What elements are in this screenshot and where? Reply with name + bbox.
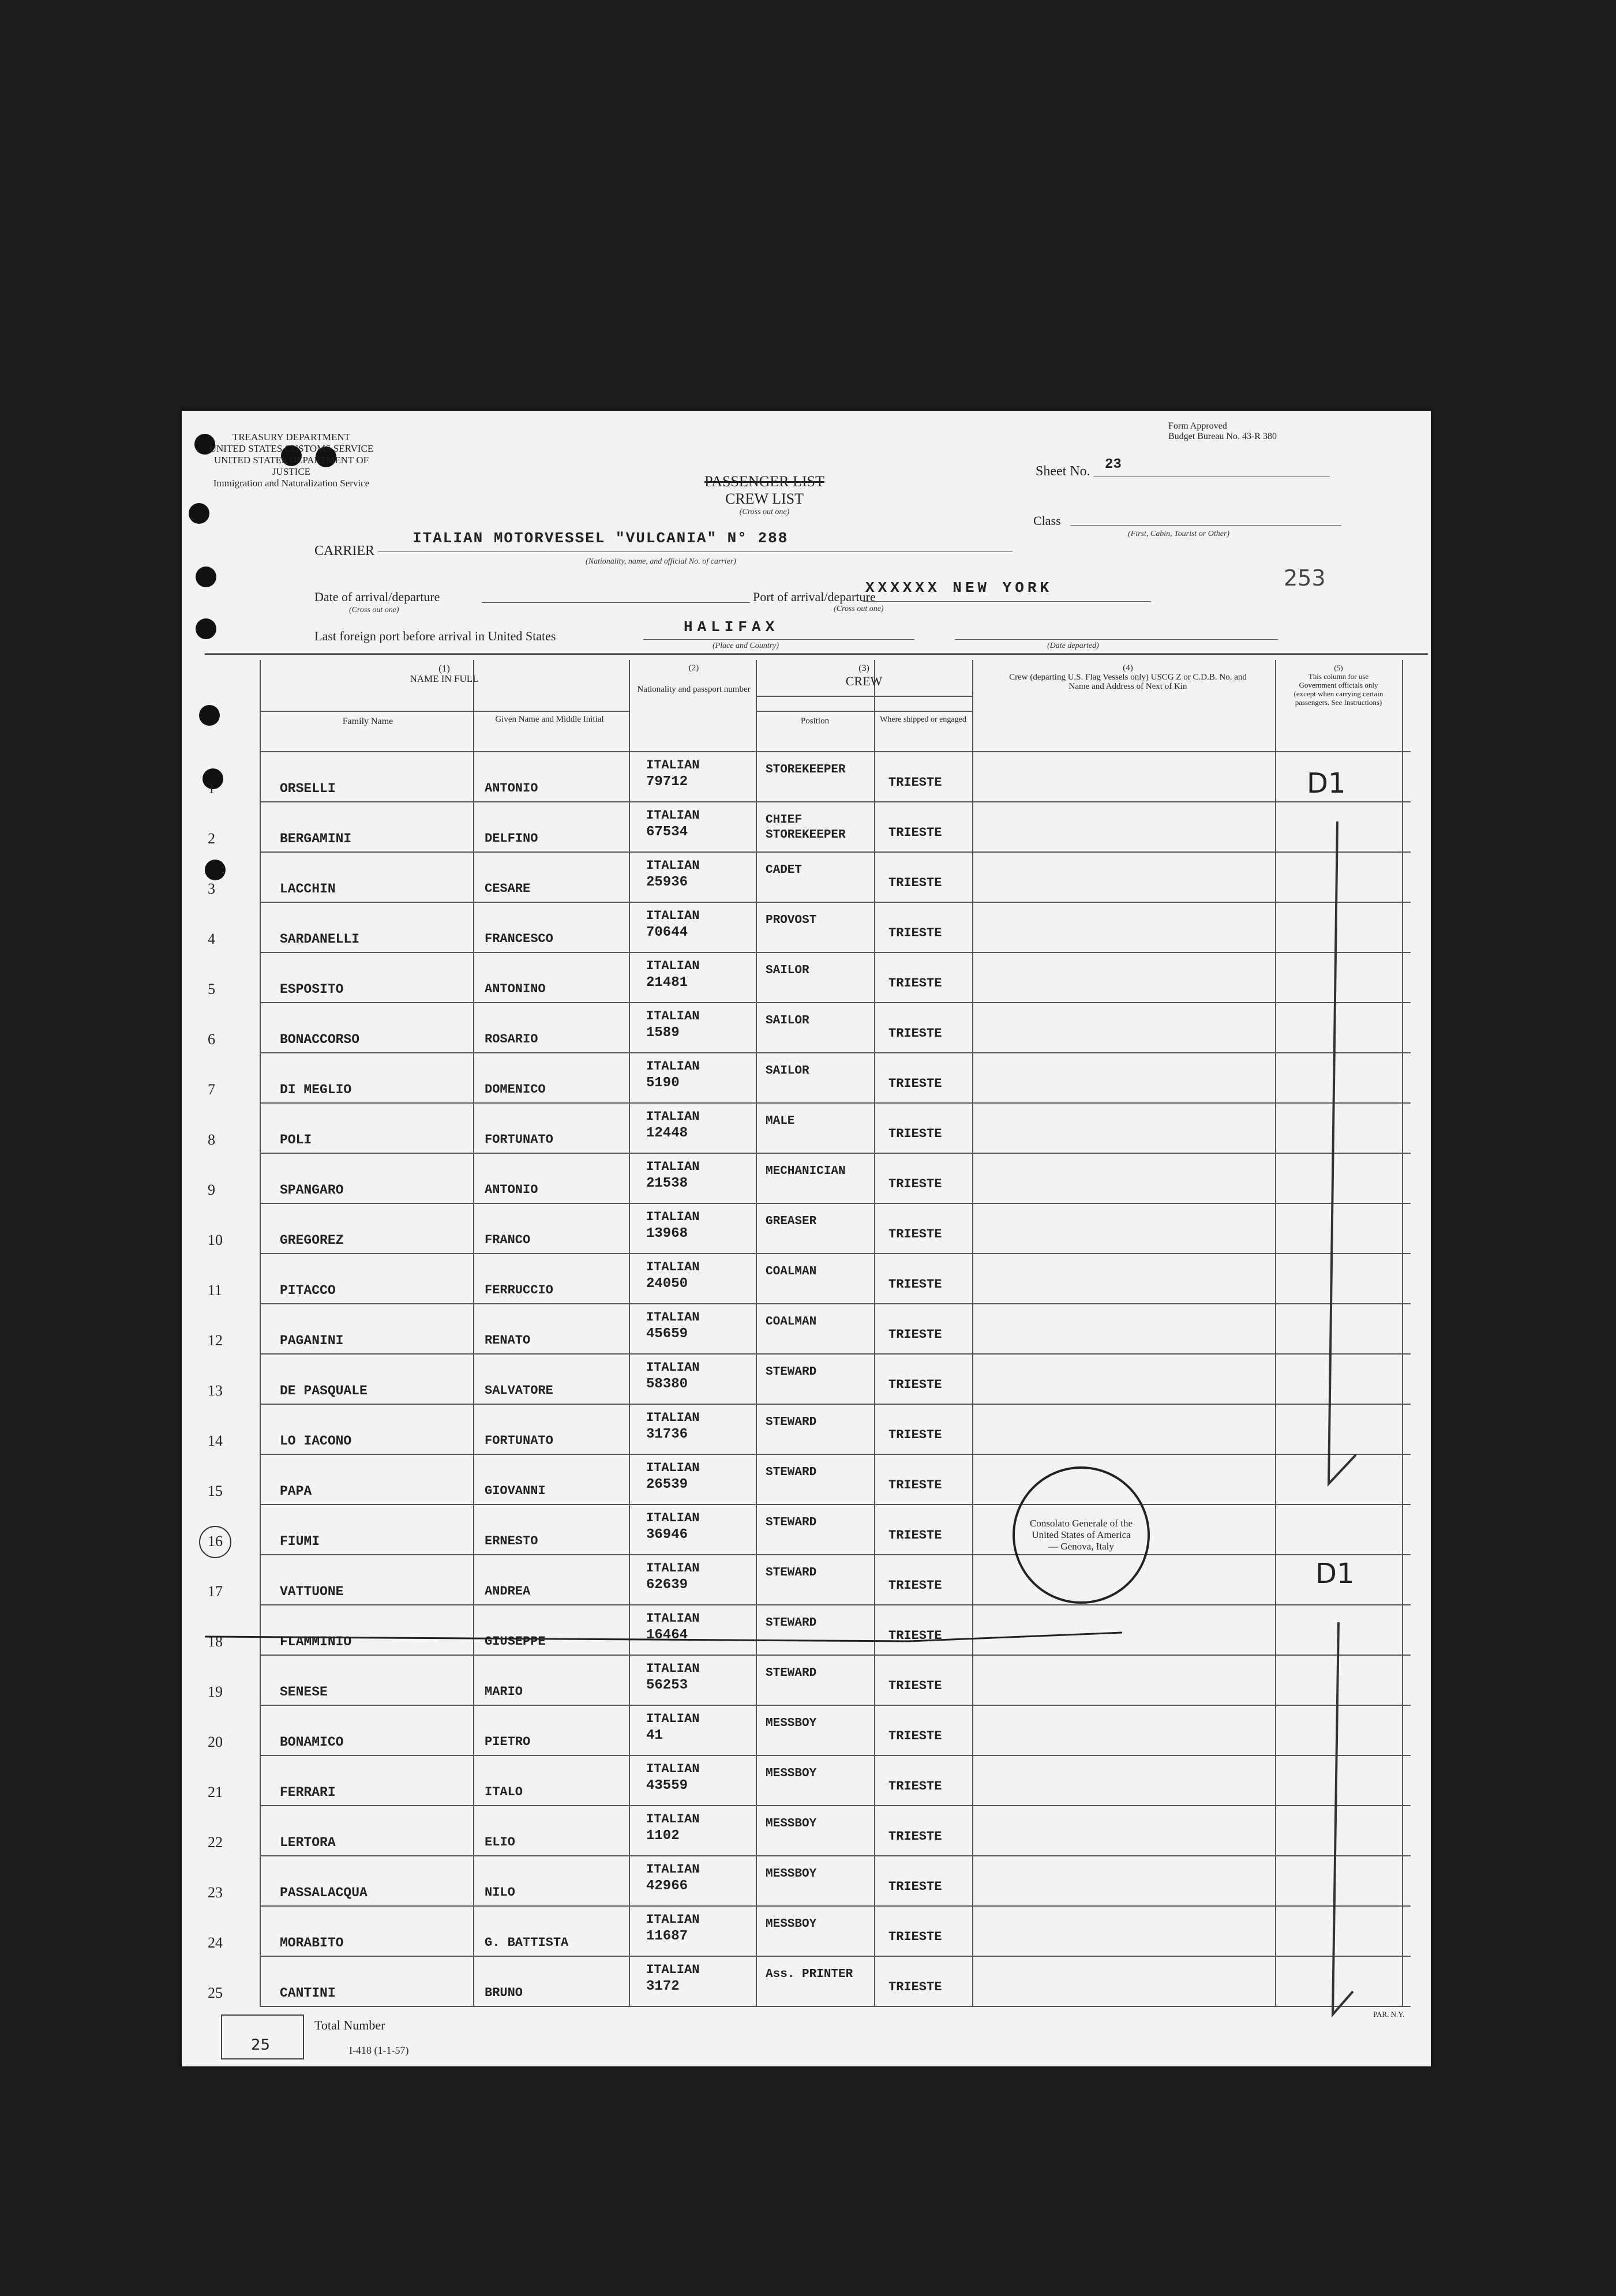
nationality: ITALIAN bbox=[646, 1963, 700, 1977]
nationality: ITALIAN bbox=[646, 1009, 700, 1023]
where-shipped: TRIESTE bbox=[888, 1076, 942, 1091]
given-name: ANTONINO bbox=[485, 982, 546, 996]
total-box bbox=[221, 2014, 304, 2059]
where-shipped: TRIESTE bbox=[888, 1127, 942, 1141]
where-shipped: TRIESTE bbox=[888, 976, 942, 991]
crew-position: MESSBOY bbox=[766, 1918, 817, 1931]
crew-position: Ass. PRINTER bbox=[766, 1968, 853, 1981]
date-departed-hint: (Date departed) bbox=[1047, 641, 1099, 650]
col5-number: (5) bbox=[1334, 663, 1343, 672]
crew-position: STEWARD bbox=[766, 1416, 817, 1429]
passport-number: 45659 bbox=[646, 1326, 688, 1342]
given-name: BRUNO bbox=[485, 1986, 523, 2000]
family-name: SPANGARO bbox=[280, 1183, 344, 1198]
where-shipped: TRIESTE bbox=[888, 1227, 942, 1241]
cross-out-hint: (Cross out one) bbox=[739, 508, 790, 516]
family-name: BERGAMINI bbox=[280, 831, 352, 846]
row-number: 16 bbox=[208, 1533, 223, 1550]
port-label: Port of arrival/departure bbox=[753, 590, 876, 604]
total-value: 25 bbox=[251, 2036, 271, 2054]
nationality: ITALIAN bbox=[646, 1712, 700, 1726]
crew-position: COALMAN bbox=[766, 1315, 817, 1329]
crew-position: COALMAN bbox=[766, 1265, 817, 1278]
row-number: 6 bbox=[208, 1031, 215, 1048]
pen-marks bbox=[182, 411, 1431, 2066]
family-name: BONACCORSO bbox=[280, 1032, 360, 1047]
crew-position: MESSBOY bbox=[766, 1817, 817, 1830]
where-shipped: TRIESTE bbox=[888, 1829, 942, 1844]
given-name: ELIO bbox=[485, 1835, 515, 1849]
agency-line: TREASURY DEPARTMENT bbox=[232, 432, 351, 442]
given-name: CESARE bbox=[485, 881, 531, 896]
where-shipped: TRIESTE bbox=[888, 1679, 942, 1693]
bracket-mark bbox=[1333, 1622, 1353, 2014]
where-shipped: TRIESTE bbox=[888, 775, 942, 790]
passport-number: 36946 bbox=[646, 1527, 688, 1543]
crew-position: CADET bbox=[766, 864, 803, 877]
where-shipped: TRIESTE bbox=[888, 1026, 942, 1041]
given-name: DELFINO bbox=[485, 831, 538, 846]
given-name: NILO bbox=[485, 1885, 515, 1900]
where-shipped: TRIESTE bbox=[888, 1478, 942, 1492]
nationality: ITALIAN bbox=[646, 1762, 700, 1776]
col1-title: NAME IN FULL bbox=[410, 673, 479, 684]
crew-position: MALE bbox=[766, 1115, 795, 1128]
form-approved-label: Form Approved bbox=[1168, 421, 1227, 431]
carrier-label: CARRIER bbox=[314, 543, 375, 558]
agency-line: Immigration and Naturalization Service bbox=[213, 478, 370, 489]
nationality: ITALIAN bbox=[646, 1059, 700, 1074]
passport-number: 42966 bbox=[646, 1878, 688, 1894]
row-number: 13 bbox=[208, 1382, 223, 1399]
nationality: ITALIAN bbox=[646, 1461, 700, 1475]
where-shipped: TRIESTE bbox=[888, 1980, 942, 1994]
passport-number: 21538 bbox=[646, 1176, 688, 1191]
nationality: ITALIAN bbox=[646, 1812, 700, 1826]
row-number: 4 bbox=[208, 931, 215, 947]
row-number: 23 bbox=[208, 1884, 223, 1901]
col1-given-header: Given Name and Middle Initial bbox=[495, 715, 604, 724]
family-name: ESPOSITO bbox=[280, 982, 344, 997]
given-name: FRANCESCO bbox=[485, 932, 553, 946]
passport-number: 79712 bbox=[646, 774, 688, 790]
crew-position: SAILOR bbox=[766, 1014, 809, 1027]
passport-number: 58380 bbox=[646, 1376, 688, 1392]
crew-position: PROVOST bbox=[766, 914, 817, 927]
where-shipped: TRIESTE bbox=[888, 926, 942, 940]
crew-position: STEWARD bbox=[766, 1667, 817, 1680]
nationality: ITALIAN bbox=[646, 1912, 700, 1927]
agency-line: UNITED STATES DEPARTMENT OF JUSTICE bbox=[213, 455, 369, 477]
bracket-mark bbox=[1329, 821, 1356, 1484]
where-shipped: TRIESTE bbox=[888, 1277, 942, 1292]
family-name: DI MEGLIO bbox=[280, 1082, 352, 1097]
given-name: GIUSEPPE bbox=[485, 1634, 546, 1649]
where-shipped: TRIESTE bbox=[888, 1578, 942, 1593]
family-name: PASSALACQUA bbox=[280, 1885, 368, 1900]
family-name: FERRARI bbox=[280, 1785, 336, 1800]
col4-number: (4) bbox=[1123, 663, 1133, 673]
nationality: ITALIAN bbox=[646, 1260, 700, 1274]
nationality: ITALIAN bbox=[646, 1310, 700, 1325]
family-name: POLI bbox=[280, 1132, 312, 1147]
where-shipped: TRIESTE bbox=[888, 1930, 942, 1944]
carrier-hint: (Nationality, name, and official No. of carrier) bbox=[586, 557, 736, 566]
col1-family-header: Family Name bbox=[342, 716, 393, 726]
crew-position: MESSBOY bbox=[766, 1717, 817, 1730]
family-name: DE PASQUALE bbox=[280, 1383, 368, 1398]
family-name: PITACCO bbox=[280, 1283, 336, 1298]
passport-number: 11687 bbox=[646, 1929, 688, 1944]
passport-number: 25936 bbox=[646, 875, 688, 890]
passport-number: 31736 bbox=[646, 1427, 688, 1442]
given-name: GIOVANNI bbox=[485, 1484, 546, 1498]
row-number: 12 bbox=[208, 1332, 223, 1349]
handwritten-d1-mid: D1 bbox=[1315, 1558, 1355, 1590]
crew-position: STEWARD bbox=[766, 1516, 817, 1529]
passport-number: 21481 bbox=[646, 975, 688, 991]
family-name: GREGOREZ bbox=[280, 1233, 344, 1248]
nationality: ITALIAN bbox=[646, 1862, 700, 1877]
col3-where-header: Where shipped or engaged bbox=[880, 715, 966, 724]
given-name: FERRUCCIO bbox=[485, 1283, 553, 1297]
family-name: LERTORA bbox=[280, 1835, 336, 1850]
where-shipped: TRIESTE bbox=[888, 1729, 942, 1743]
handwritten-d1-top: D1 bbox=[1307, 767, 1346, 800]
passport-number: 43559 bbox=[646, 1778, 688, 1794]
family-name: CANTINI bbox=[280, 1986, 336, 2001]
crew-position: STEWARD bbox=[766, 1466, 817, 1479]
strike-through-line bbox=[205, 1637, 909, 1641]
nationality: ITALIAN bbox=[646, 909, 700, 923]
given-name: FORTUNATO bbox=[485, 1434, 553, 1448]
given-name: ERNESTO bbox=[485, 1534, 538, 1548]
col3-position-header: Position bbox=[800, 716, 830, 726]
consulate-stamp bbox=[1013, 1466, 1150, 1604]
row-number: 2 bbox=[208, 830, 215, 847]
row-number: 3 bbox=[208, 880, 215, 897]
passport-number: 70644 bbox=[646, 925, 688, 940]
row-number: 24 bbox=[208, 1934, 223, 1951]
passport-number: 1589 bbox=[646, 1025, 680, 1041]
row-number: 15 bbox=[208, 1483, 223, 1499]
form-number: I-418 (1-1-57) bbox=[349, 2044, 409, 2056]
nationality: ITALIAN bbox=[646, 1611, 700, 1626]
strike-through-line bbox=[909, 1633, 1122, 1641]
last-port-value: HALIFAX bbox=[684, 618, 779, 636]
printer-mark: PAR. N.Y. bbox=[1373, 2010, 1405, 2019]
given-name: SALVATORE bbox=[485, 1383, 553, 1398]
passport-number: 12448 bbox=[646, 1126, 688, 1141]
sheet-label: Sheet No. bbox=[1036, 464, 1090, 479]
port-hint: (Cross out one) bbox=[834, 605, 884, 613]
row-number: 25 bbox=[208, 1984, 223, 2001]
nationality: ITALIAN bbox=[646, 1410, 700, 1425]
last-port-label: Last foreign port before arrival in United States bbox=[314, 629, 556, 643]
budget-bureau-label: Budget Bureau No. 43-R 380 bbox=[1168, 432, 1277, 441]
row-number: 5 bbox=[208, 981, 215, 997]
family-name: PAGANINI bbox=[280, 1333, 344, 1348]
row-number: 8 bbox=[208, 1131, 215, 1148]
nationality: ITALIAN bbox=[646, 1661, 700, 1676]
row-number: 7 bbox=[208, 1081, 215, 1098]
row-number: 10 bbox=[208, 1232, 223, 1248]
passport-number: 41 bbox=[646, 1728, 663, 1743]
given-name: PIETRO bbox=[485, 1735, 531, 1749]
nationality: ITALIAN bbox=[646, 858, 700, 873]
passport-number: 13968 bbox=[646, 1226, 688, 1241]
col5-title: This column for use Government officials only (except when carrying certain passengers. See Instructions) bbox=[1293, 672, 1383, 707]
passport-number: 1102 bbox=[646, 1828, 680, 1844]
row-number: 19 bbox=[208, 1683, 223, 1700]
date-label: Date of arrival/departure bbox=[314, 590, 440, 604]
nationality: ITALIAN bbox=[646, 808, 700, 823]
where-shipped: TRIESTE bbox=[888, 1779, 942, 1794]
row-number: 20 bbox=[208, 1734, 223, 1750]
where-shipped: TRIESTE bbox=[888, 1428, 942, 1442]
nationality: ITALIAN bbox=[646, 1561, 700, 1575]
stamp-text: Consolato Generale of the United States of America — Genova, Italy bbox=[1030, 1518, 1133, 1552]
nationality: ITALIAN bbox=[646, 1511, 700, 1525]
given-name: FORTUNATO bbox=[485, 1132, 553, 1147]
row-number: 9 bbox=[208, 1181, 215, 1198]
where-shipped: TRIESTE bbox=[888, 876, 942, 890]
passport-number: 62639 bbox=[646, 1577, 688, 1593]
crew-position: MESSBOY bbox=[766, 1767, 817, 1780]
where-shipped: TRIESTE bbox=[888, 1177, 942, 1191]
given-name: ANTONIO bbox=[485, 781, 538, 796]
nationality: ITALIAN bbox=[646, 758, 700, 772]
passport-number: 56253 bbox=[646, 1678, 688, 1693]
family-name: FLAMMINIO bbox=[280, 1634, 352, 1649]
nationality: ITALIAN bbox=[646, 1360, 700, 1375]
nationality: ITALIAN bbox=[646, 1210, 700, 1224]
given-name: RENATO bbox=[485, 1333, 531, 1348]
row-number: 18 bbox=[208, 1633, 223, 1650]
given-name: ANDREA bbox=[485, 1584, 531, 1599]
col2-title: Nationality and passport number bbox=[637, 685, 751, 694]
given-name: ANTONIO bbox=[485, 1183, 538, 1197]
nationality: ITALIAN bbox=[646, 1109, 700, 1124]
given-name: DOMENICO bbox=[485, 1082, 546, 1097]
passport-number: 24050 bbox=[646, 1276, 688, 1292]
class-hint: (First, Cabin, Tourist or Other) bbox=[1128, 530, 1230, 538]
crew-position: STEWARD bbox=[766, 1566, 817, 1580]
crew-position: STOREKEEPER bbox=[766, 763, 846, 776]
family-name: FIUMI bbox=[280, 1534, 320, 1549]
family-name: LO IACONO bbox=[280, 1434, 352, 1449]
passenger-list-struck: PASSENGER LIST bbox=[704, 473, 824, 490]
row-number: 17 bbox=[208, 1583, 223, 1600]
crew-list-form bbox=[182, 411, 1431, 2066]
family-name: SARDANELLI bbox=[280, 932, 360, 947]
sheet-number: 23 bbox=[1105, 457, 1122, 472]
where-shipped: TRIESTE bbox=[888, 1528, 942, 1543]
row-number: 11 bbox=[208, 1282, 223, 1299]
given-name: MARIO bbox=[485, 1685, 523, 1699]
passport-number: 16464 bbox=[646, 1627, 688, 1643]
col2-number: (2) bbox=[688, 663, 699, 673]
crew-position: MESSBOY bbox=[766, 1867, 817, 1881]
where-shipped: TRIESTE bbox=[888, 1879, 942, 1894]
crew-position: STEWARD bbox=[766, 1365, 817, 1379]
family-name: PAPA bbox=[280, 1484, 312, 1499]
passport-number: 67534 bbox=[646, 824, 688, 840]
family-name: BONAMICO bbox=[280, 1735, 344, 1750]
where-shipped: TRIESTE bbox=[888, 1327, 942, 1342]
where-shipped: TRIESTE bbox=[888, 826, 942, 840]
family-name: MORABITO bbox=[280, 1935, 344, 1950]
where-shipped: TRIESTE bbox=[888, 1629, 942, 1643]
nationality: ITALIAN bbox=[646, 1160, 700, 1174]
family-name: ORSELLI bbox=[280, 781, 336, 796]
agency-line: UNITED STATES CUSTOMS SERVICE bbox=[209, 443, 374, 454]
carrier-value: ITALIAN MOTORVESSEL "VULCANIA" N° 288 bbox=[413, 530, 789, 547]
nationality: ITALIAN bbox=[646, 959, 700, 973]
crew-position: SAILOR bbox=[766, 1064, 809, 1078]
col4-title: Crew (departing U.S. Flag Vessels only) USCG Z or C.D.B. No. and Name and Address of Next of Kin bbox=[1009, 673, 1247, 691]
row-number: 22 bbox=[208, 1834, 223, 1851]
passport-number: 3172 bbox=[646, 1979, 680, 1994]
passport-number: 26539 bbox=[646, 1477, 688, 1492]
col3-title: CREW bbox=[845, 674, 883, 688]
col1-number: (1) bbox=[438, 663, 450, 674]
last-port-hint: (Place and Country) bbox=[713, 641, 779, 650]
passport-number: 5190 bbox=[646, 1075, 680, 1091]
col3-number: (3) bbox=[858, 663, 869, 673]
family-name: SENESE bbox=[280, 1685, 328, 1700]
crew-position: CHIEF STOREKEEPER bbox=[766, 813, 846, 842]
row-number: 1 bbox=[208, 780, 215, 797]
handwritten-number: 253 bbox=[1284, 565, 1326, 591]
class-label: Class bbox=[1033, 513, 1061, 528]
crew-list-title: CREW LIST bbox=[725, 490, 804, 507]
crew-position: SAILOR bbox=[766, 964, 809, 977]
crew-position: GREASER bbox=[766, 1215, 817, 1228]
port-value: XXXXXX NEW YORK bbox=[865, 579, 1053, 596]
where-shipped: TRIESTE bbox=[888, 1378, 942, 1392]
given-name: ROSARIO bbox=[485, 1032, 538, 1046]
crew-position: STEWARD bbox=[766, 1616, 817, 1630]
crew-position: MECHANICIAN bbox=[766, 1165, 846, 1178]
row-number: 21 bbox=[208, 1784, 223, 1800]
given-name: ITALO bbox=[485, 1785, 523, 1799]
family-name: VATTUONE bbox=[280, 1584, 344, 1599]
date-hint: (Cross out one) bbox=[349, 606, 399, 614]
total-label: Total Number bbox=[314, 2018, 385, 2032]
given-name: FRANCO bbox=[485, 1233, 531, 1247]
row-number: 14 bbox=[208, 1432, 223, 1449]
given-name: G. BATTISTA bbox=[485, 1935, 569, 1950]
family-name: LACCHIN bbox=[280, 881, 336, 896]
